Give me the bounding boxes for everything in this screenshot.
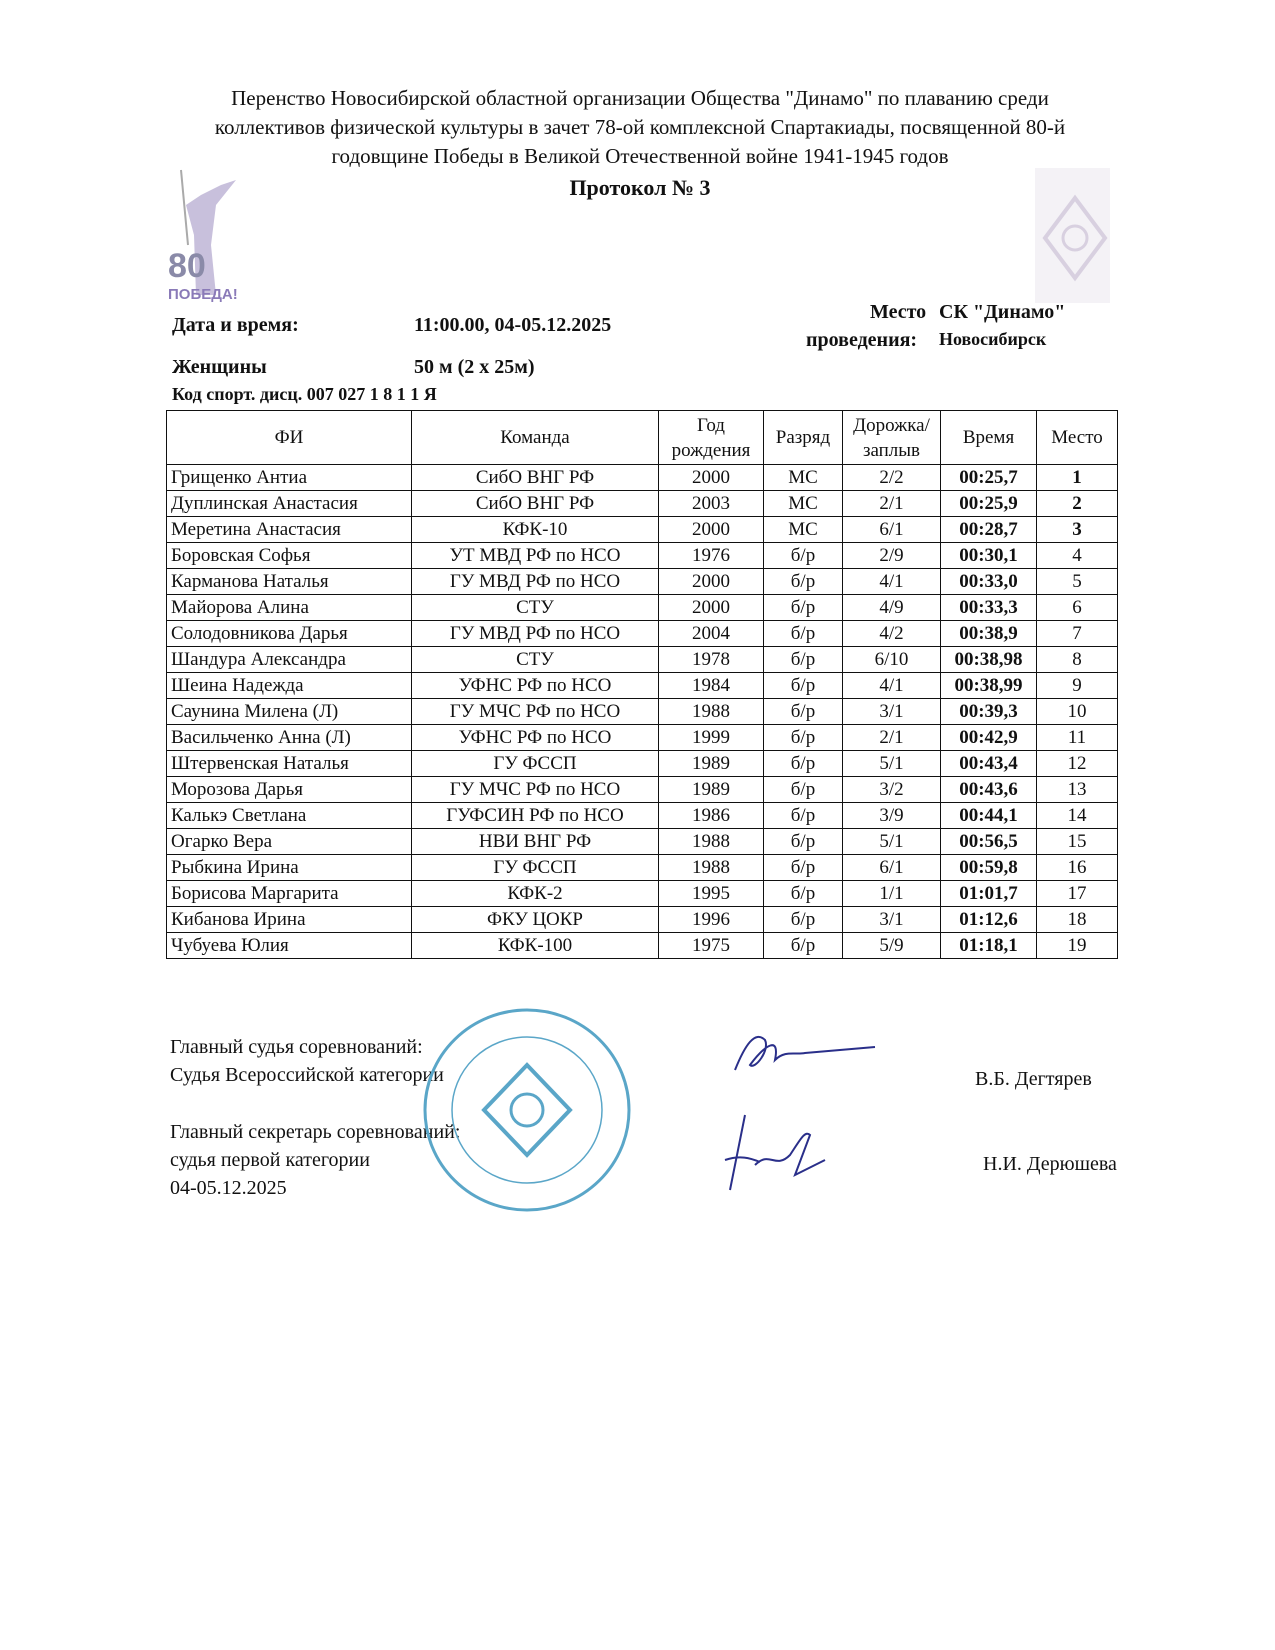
gender: Женщины <box>172 356 267 378</box>
time: 00:25,7 <box>941 465 1037 491</box>
table-row <box>167 673 1118 699</box>
column-header: Год рождения <box>659 411 764 465</box>
rank: б/р <box>764 647 843 673</box>
victory-80-logo <box>166 165 241 305</box>
team: КФК-100 <box>412 933 659 959</box>
table-row <box>167 699 1118 725</box>
dynamo-logo <box>1035 168 1110 303</box>
rank: б/р <box>764 907 843 933</box>
table-row <box>167 855 1118 881</box>
time: 00:59,8 <box>941 855 1037 881</box>
judge-title: Главный судья соревнований: <box>170 1036 423 1058</box>
place-label-1: Место <box>870 301 927 323</box>
team: ГУ ФССП <box>412 855 659 881</box>
birth-year: 1978 <box>659 647 764 673</box>
time: 00:33,0 <box>941 569 1037 595</box>
team: ГУФСИН РФ по НСО <box>412 803 659 829</box>
time: 00:43,4 <box>941 751 1037 777</box>
secretary-date: 04-05.12.2025 <box>170 1177 287 1199</box>
place: 10 <box>1037 699 1118 725</box>
column-header: Место <box>1037 411 1118 465</box>
time: 00:43,6 <box>941 777 1037 803</box>
judge-block <box>170 1033 444 1089</box>
birth-year: 2000 <box>659 595 764 621</box>
birth-year: 1989 <box>659 751 764 777</box>
rank: б/р <box>764 933 843 959</box>
lane-heat: 6/10 <box>843 647 941 673</box>
title-line: коллективов физической культуры в зачет 78-ой комплексной Спартакиады, посвященной 80-й <box>214 115 1066 139</box>
svg-text:80: 80 <box>168 247 206 285</box>
place: 16 <box>1037 855 1118 881</box>
birth-year: 1989 <box>659 777 764 803</box>
birth-year: 2000 <box>659 569 764 595</box>
rank: б/р <box>764 673 843 699</box>
birth-year: 1986 <box>659 803 764 829</box>
birth-year: 2000 <box>659 465 764 491</box>
lane-heat: 5/9 <box>843 933 941 959</box>
rank: б/р <box>764 543 843 569</box>
time: 00:28,7 <box>941 517 1037 543</box>
column-header: Время <box>941 411 1037 465</box>
athlete-name: Кибанова Ирина <box>167 907 412 933</box>
athlete-name: Штервенская Наталья <box>167 751 412 777</box>
lane-heat: 4/1 <box>843 673 941 699</box>
rank: МС <box>764 517 843 543</box>
team: КФК-10 <box>412 517 659 543</box>
rank: б/р <box>764 699 843 725</box>
rank: б/р <box>764 881 843 907</box>
column-header: Разряд <box>764 411 843 465</box>
athlete-name: Рыбкина Ирина <box>167 855 412 881</box>
table-row <box>167 491 1118 517</box>
lane-heat: 2/9 <box>843 543 941 569</box>
place: 13 <box>1037 777 1118 803</box>
time: 00:38,99 <box>941 673 1037 699</box>
athlete-name: Боровская Софья <box>167 543 412 569</box>
organization-stamp <box>420 1005 635 1215</box>
time: 00:44,1 <box>941 803 1037 829</box>
table-row <box>167 933 1118 959</box>
time: 00:25,9 <box>941 491 1037 517</box>
rank: б/р <box>764 621 843 647</box>
place: 18 <box>1037 907 1118 933</box>
team: СибО ВНГ РФ <box>412 465 659 491</box>
birth-year: 1999 <box>659 725 764 751</box>
time: 00:56,5 <box>941 829 1037 855</box>
birth-year: 1988 <box>659 829 764 855</box>
table-row <box>167 595 1118 621</box>
team: УФНС РФ по НСО <box>412 725 659 751</box>
athlete-name: Грищенко Антиа <box>167 465 412 491</box>
place: 3 <box>1037 517 1118 543</box>
place: 2 <box>1037 491 1118 517</box>
team: ГУ ФССП <box>412 751 659 777</box>
date-value: 11:00.00, 04-05.12.2025 <box>414 314 612 336</box>
athlete-name: Чубуева Юлия <box>167 933 412 959</box>
team: СибО ВНГ РФ <box>412 491 659 517</box>
athlete-name: Морозова Дарья <box>167 777 412 803</box>
team: ГУ МЧС РФ по НСО <box>412 699 659 725</box>
table-row <box>167 569 1118 595</box>
place: 11 <box>1037 725 1118 751</box>
place-label-2: проведения: <box>806 329 918 351</box>
team: КФК-2 <box>412 881 659 907</box>
birth-year: 1988 <box>659 855 764 881</box>
title-line: Перенство Новосибирской областной организации Общества "Динамо" по плаванию среди <box>231 86 1049 110</box>
rank: б/р <box>764 777 843 803</box>
team: СТУ <box>412 647 659 673</box>
lane-heat: 4/2 <box>843 621 941 647</box>
table-row <box>167 465 1118 491</box>
lane-heat: 4/9 <box>843 595 941 621</box>
athlete-name: Калькэ Светлана <box>167 803 412 829</box>
team: СТУ <box>412 595 659 621</box>
time: 01:12,6 <box>941 907 1037 933</box>
lane-heat: 3/1 <box>843 699 941 725</box>
birth-year: 2003 <box>659 491 764 517</box>
place: 5 <box>1037 569 1118 595</box>
rank: МС <box>764 465 843 491</box>
lane-heat: 6/1 <box>843 517 941 543</box>
lane-heat: 3/1 <box>843 907 941 933</box>
date-label: Дата и время: <box>172 314 299 336</box>
place: 8 <box>1037 647 1118 673</box>
column-header: Дорожка/ заплыв <box>843 411 941 465</box>
lane-heat: 3/9 <box>843 803 941 829</box>
column-header: Команда <box>412 411 659 465</box>
lane-heat: 2/1 <box>843 491 941 517</box>
discipline-code: Код спорт. дисц. 007 027 1 8 1 1 Я <box>172 384 437 404</box>
table-row <box>167 543 1118 569</box>
birth-year: 1988 <box>659 699 764 725</box>
place: 14 <box>1037 803 1118 829</box>
birth-year: 1996 <box>659 907 764 933</box>
protocol-number: Протокол № 3 <box>569 175 711 200</box>
secretary-category: судья первой категории <box>170 1149 370 1171</box>
team: ГУ МЧС РФ по НСО <box>412 777 659 803</box>
place: 9 <box>1037 673 1118 699</box>
birth-year: 1975 <box>659 933 764 959</box>
table-row <box>167 881 1118 907</box>
title-line: годовщине Победы в Великой Отечественной войне 1941-1945 годов <box>331 144 949 168</box>
birth-year: 2000 <box>659 517 764 543</box>
table-row <box>167 777 1118 803</box>
athlete-name: Борисова Маргарита <box>167 881 412 907</box>
time: 00:33,3 <box>941 595 1037 621</box>
rank: МС <box>764 491 843 517</box>
athlete-name: Солодовникова Дарья <box>167 621 412 647</box>
athlete-name: Карманова Наталья <box>167 569 412 595</box>
table-row <box>167 725 1118 751</box>
birth-year: 1976 <box>659 543 764 569</box>
birth-year: 1995 <box>659 881 764 907</box>
time: 01:18,1 <box>941 933 1037 959</box>
athlete-name: Шеина Надежда <box>167 673 412 699</box>
birth-year: 2004 <box>659 621 764 647</box>
time: 00:38,9 <box>941 621 1037 647</box>
lane-heat: 3/2 <box>843 777 941 803</box>
table-row <box>167 829 1118 855</box>
lane-heat: 1/1 <box>843 881 941 907</box>
time: 00:30,1 <box>941 543 1037 569</box>
lane-heat: 2/1 <box>843 725 941 751</box>
table-row <box>167 907 1118 933</box>
place-value-1: СК "Динамо" <box>939 301 1066 323</box>
table-header-row <box>167 411 1118 465</box>
rank: б/р <box>764 829 843 855</box>
athlete-name: Шандура Александра <box>167 647 412 673</box>
svg-text:ПОБЕДА!: ПОБЕДА! <box>168 286 238 303</box>
place: 1 <box>1037 465 1118 491</box>
place: 4 <box>1037 543 1118 569</box>
time: 00:38,98 <box>941 647 1037 673</box>
team: УФНС РФ по НСО <box>412 673 659 699</box>
place: 19 <box>1037 933 1118 959</box>
team: ГУ МВД РФ по НСО <box>412 569 659 595</box>
table-row <box>167 803 1118 829</box>
distance: 50 м (2 х 25м) <box>414 356 535 378</box>
table-row <box>167 647 1118 673</box>
athlete-name: Дуплинская Анастасия <box>167 491 412 517</box>
column-header: ФИ <box>167 411 412 465</box>
athlete-name: Васильченко Анна (Л) <box>167 725 412 751</box>
birth-year: 1984 <box>659 673 764 699</box>
lane-heat: 5/1 <box>843 829 941 855</box>
time: 00:39,3 <box>941 699 1037 725</box>
place: 15 <box>1037 829 1118 855</box>
time: 00:42,9 <box>941 725 1037 751</box>
table-row <box>167 517 1118 543</box>
team: ФКУ ЦОКР <box>412 907 659 933</box>
judge-name: В.Б. Дегтярев <box>975 1068 1092 1090</box>
rank: б/р <box>764 595 843 621</box>
document-title <box>160 84 1120 171</box>
table-row <box>167 621 1118 647</box>
secretary-name: Н.И. Дерюшева <box>983 1153 1117 1175</box>
table-row <box>167 751 1118 777</box>
lane-heat: 6/1 <box>843 855 941 881</box>
athlete-name: Майорова Алина <box>167 595 412 621</box>
secretary-title: Главный секретарь соревнований: <box>170 1121 461 1143</box>
rank: б/р <box>764 569 843 595</box>
judge-signature <box>725 1025 885 1085</box>
time: 01:01,7 <box>941 881 1037 907</box>
results-table <box>166 410 1118 959</box>
place: 6 <box>1037 595 1118 621</box>
place-value-2: Новосибирск <box>939 329 1047 349</box>
rank: б/р <box>764 855 843 881</box>
place: 7 <box>1037 621 1118 647</box>
team: НВИ ВНГ РФ <box>412 829 659 855</box>
place: 12 <box>1037 751 1118 777</box>
judge-category: Судья Всероссийской категории <box>170 1064 444 1086</box>
secretary-signature <box>710 1110 830 1200</box>
team: УТ МВД РФ по НСО <box>412 543 659 569</box>
lane-heat: 5/1 <box>843 751 941 777</box>
athlete-name: Меретина Анастасия <box>167 517 412 543</box>
rank: б/р <box>764 803 843 829</box>
lane-heat: 4/1 <box>843 569 941 595</box>
rank: б/р <box>764 751 843 777</box>
secretary-block <box>170 1118 460 1202</box>
athlete-name: Огарко Вера <box>167 829 412 855</box>
lane-heat: 2/2 <box>843 465 941 491</box>
athlete-name: Саунина Милена (Л) <box>167 699 412 725</box>
team: ГУ МВД РФ по НСО <box>412 621 659 647</box>
place: 17 <box>1037 881 1118 907</box>
rank: б/р <box>764 725 843 751</box>
